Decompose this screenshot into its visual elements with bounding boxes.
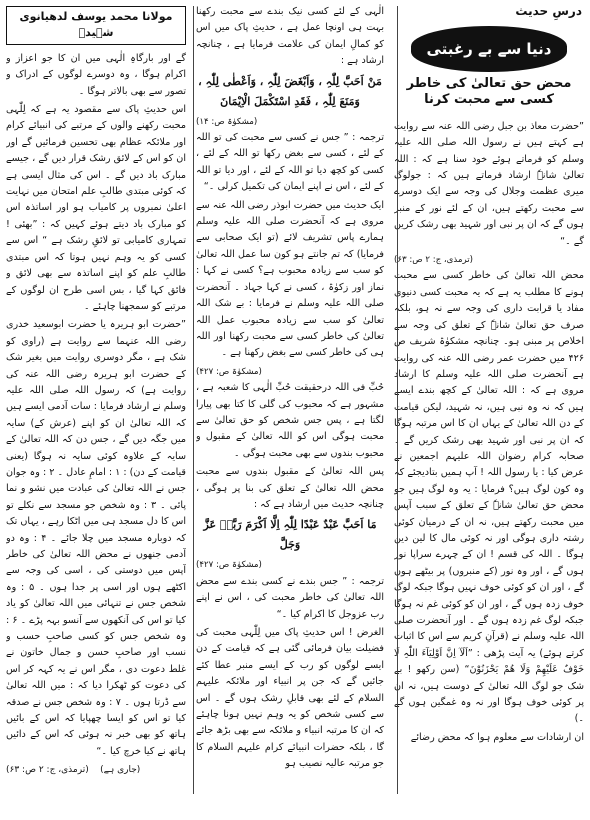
paragraph: ”حضرت معاذ بن جبل رضی اللہ عنہ سے روایت ہے کہتے ہیں نے رسول اللہ صلی اللہ علیہ وسلم کو فرماتے ہوئے خود سنا ہے کہ : اللہ تعالیٰ شانہٗ ارشاد فرماتے ہیں کہ : جولوگ میری عظمت وجلال کی وجہ سے ایک دوسرے سے محبت رکھتے ہیں، ان کے لئے نور کے منبر ہوں گے کہ ان پر نبی اور شہید بھی رشک کریں گے ۔“ (394, 120, 584, 247)
author-name-box: مولانا محمد یوسف لدھیانوی شہیدؒ (6, 6, 186, 45)
column-divider (193, 6, 194, 794)
middle-column (196, 4, 384, 804)
arabic-hadith-text: مَا اَحَبَّ عَبْدٌ عَبْدًا لِلّٰہِ اِلَّا اَکْرَمَ رَبَّہٗ عَزَّ وَجَلَّ (203, 518, 377, 552)
citation: (ترمذی، ج: ۲ ص: ۶۳) (394, 255, 473, 266)
paragraph: ترجمہ : ” جس بندے نے کسی بندے سے محض اللہ تعالیٰ کی خاطر محبت کی ، اس نے اپنے رب عزوجل کا اکرام کیا ۔“ (196, 575, 384, 620)
paragraph: الٰہی کے لئے کسی نیک بندے سے محبت رکھنا بہت ہی اونچا عمل ہے ، حدیثِ پاک میں اس کو کمالِ ایمان کی علامت فرمایا ہے ، چنانچہ ارشاد ہے : (196, 6, 384, 67)
paragraph: ایک حدیث میں حضرت ابوذر رضی اللہ عنہ سے مروی ہے کہ آنحضرت صلی اللہ علیہ وسلم ہمارے پاس تشریف لائے (تو ایک صحابی سے فرمایا) کہ تم جانتے ہو کون سا عمل اللہ تعالیٰ کو سب سے زیادہ محبوب ہے؟ کسی نے کہا : نماز اور زکوٰۃ ، کسی نے کہا جہاد ۔ آنحضرت صلی اللہ علیہ وسلم نے فرمایا : بے شک اللہ تعالیٰ کو سب سے زیادہ محبوب عمل اللہ تعالیٰ کی خاطر کسی سے محبت رکھنا اور اللہ ہی کی خاطر کسی سے بغض رکھنا ہے ۔ (196, 199, 384, 359)
article-title-banner (411, 26, 567, 72)
arabic-hadith-text: مَنْ اَحَبَّ لِلّٰہِ ، وَاَبْغَضَ لِلّٰہِ ، وَاَعْطٰی لِلّٰہِ ، وَمَنَعَ لِلّٰہِ ، فَقَدِ اسْتَکْمَلَ الْاِیْمَانَ (198, 74, 382, 108)
citation: (مشکوٰۃ ص: ۴۲۷) (196, 366, 262, 377)
section-label: درسِ حدیث (515, 4, 582, 18)
paragraph: ان ارشادات سے معلوم ہوا کہ محض رضائے (410, 731, 584, 743)
citation: (مشکوٰۃ ص: ۴۲۷) (196, 560, 262, 571)
paragraph: ترجمہ : ” جس نے کسی سے محبت کی تو اللہ کے لئے ، کسی سے بغض رکھا تو اللہ کے لئے ، کسی کو کچھ دیا تو اللہ کے لئے ، اور دیا تو اللہ کے لئے ، اس نے اپنے ایمان کی تکمیل کرلی ۔“ (196, 132, 384, 193)
paragraph: الغرض ! اس حدیثِ پاک میں لِلّٰہی محبت کی فضیلت بیان فرمائی گئی ہے کہ قیامت کے دن ایسے لوگوں کو رب کے ایسے منبر عطا کئے جائیں گے کہ جن پر انبیاء اور ملائکہ علیہم السلام کے لئے بھی قابلِ رشک ہوں گے ۔ اس سے کسی شخص کو یہ وہم نہیں ہونا چاہئے کہ ان کا مرتبہ انبیاء و ملائکہ سے بھی بڑھ جائے گا ، بلکہ حضرات انبیائے کرام علیہم السلام کا جو مرتبہ عالیہ نصیب ہو (196, 627, 384, 770)
article-subtitle: محض حق تعالیٰ کی خاطر کسی سے محبت کرنا (406, 76, 572, 108)
paragraph: اس حدیثِ پاک سے مقصود یہ ہے کہ لِلّٰہی محبت رکھنے والوں کے مرتبے کی انبیائے کرام اور ملائکہ عظام بھی تحسین فرمائیں گے اور ان کو اس کے لائق رشک قرار دیں گے ، جیسے مبارک باد دیں گے ۔ اس کی مثال ایسی ہے کہ کوئی مبتدی طالبِ علم امتحان میں نہایت اعلیٰ نمبروں پر کامیاب ہو اور اساتذہ اس کو مبارک باد دیتے ہوئے کہیں کہ : ”بھئی ! تمہاری کامیابی تو لائقِ رشک ہے “ اس سے کسی کو یہ وہم نہیں ہوتا کہ اس مبتدی طالبِ علم کو اپنے اساتذہ سے بھی لائق و فائق کہا گیا ، بس اسی طرح ان لوگوں کے مرتبے کو سمجھنا چاہئے ۔ (6, 104, 186, 312)
paragraph: گے اور بارگاہِ الٰہی میں ان کا جو اعزاز و اکرام ہوگا ، وہ دوسرے لوگوں کے ادراک و تصور سے بھی بالاتر ہوگا ۔ (6, 52, 186, 97)
left-column (6, 4, 186, 804)
article-title: دنیا سے بے رغبتی (426, 39, 552, 58)
paragraph: پس اللہ تعالیٰ کے مقبول بندوں سے محبت محض اللہ تعالیٰ کے تعلق کی بنا پر ہوگی ، چنانچہ حدیث میں ارشاد ہے کہ : (196, 466, 384, 510)
citation (6, 762, 186, 778)
paragraph: حُبِّ فی اللہ درحقیقت حُبِّ الٰہی کا شعبہ ہے ، مشہور ہے کہ محبوب کی گلی کا کتا بھی پیارا لگتا ہے ، پس جس شخص کو حق تعالیٰ سے محبت ہوگی اس کو اللہ تعالیٰ کے مقبول و محبوب بندوں سے بھی محبت ہوگی ۔ (196, 382, 384, 459)
paragraph: ”حضرت ابو ہریرہ یا حضرت ابوسعید خدری رضی اللہ عنہما سے روایت ہے (راوی کو شک ہے ، مگر دوسری روایت میں بغیر شک کے حضرت ابو ہریرہ رضی اللہ عنہ کی روایت ہے) کہ رسول اللہ صلی اللہ علیہ وسلم نے ارشاد فرمایا : سات آدمی ایسے ہیں کہ اللہ تعالیٰ ان کو اپنے (عرش کے) سایہ میں جگہ دیں گے ، جس دن کہ اللہ تعالیٰ کے سایہ کے علاوہ کوئی سایہ نہ ہوگا (یعنی قیامت کے دن) : ۱ : امامِ عادل ۔ ۲ : وہ جوان جس نے اللہ تعالیٰ کی عبادت میں نشو و نما پائی ۔ ۳ : وہ شخص جو مسجد سے نکلے تو اس کا دل مسجد ہی میں اٹکا رہے ، یہاں تک کہ دوبارہ مسجد میں چلا جائے ۔ ۴ : وہ دو آدمی جنھوں نے محض اللہ تعالیٰ کی خاطر آپس میں دوستی کی ، اسی کی وجہ سے اکٹھے ہوں اور اسی پر جدا ہوں ۔ ۵ : وہ شخص جس نے تنہائی میں اللہ تعالیٰ کو یاد کیا تو اس کی آنکھوں سے آنسو بہہ پڑے ۔ ۶ : وہ شخص جس کو کسی صاحبِ حسب و نسب اور صاحبِ حسن و جمال خاتون نے غلط دعوت دی ، مگر اس نے یہ کہہ کر اس کی دعوت کو ٹھکرا دیا کہ : میں اللہ تعالیٰ سے ڈرتا ہوں ۔ ۷ : وہ شخص جس نے صدقہ کیا تو اس کو ایسا چھپایا کہ اس کے بائیں ہاتھ کو بھی خبر نہ ہوئی کہ اس کے دائیں ہاتھ نے کیا خرچ کیا ۔“ (6, 319, 186, 757)
citation: (مشکوٰۃ ص: ۱۴) (196, 116, 258, 127)
continued-label: (جاری ہے) (100, 765, 141, 776)
paragraph: محض اللہ تعالیٰ کی خاطر کسی سے محبت ہونے کا مطلب یہ ہے کہ یہ محبت کسی دنیوی مفاد یا قرابت داری کی وجہ سے نہ ہو، بلکہ صرف حق تعالیٰ شانہٗ کے تعلق کی وجہ سے اخلاص پر مبنی ہو۔ چنانچہ مشکوٰۃ شریف ص ۴۲۶ میں حضرت عمر رضی اللہ عنہ کی روایت ہے آنحضرت صلی اللہ علیہ وسلم کا ارشاد مروی ہے کہ : اللہ تعالیٰ کے کچھ بندے ایسے ہیں کہ نہ وہ نبی ہیں، نہ شہید، لیکن قیامت کے دن اللہ تعالیٰ کے یہاں ان کا اس مرتبہ ہوگا کہ ان پر نبی اور شہید بھی رشک کریں گے ۔ صحابہ کرام رضوان اللہ علیہم اجمعین نے عرض کیا : یا رسول اللہ ! آپ ہمیں بتادیجئے کہ وہ کون لوگ ہیں؟ فرمایا : یہ وہ لوگ ہیں جو محض حق تعالیٰ شانہٗ کے تعلق کے سبب آپس میں محبت رکھتے ہیں، نہ ان کے درمیان کوئی رشتہ داری ہوگی اور نہ کوئی مال کا لین دین ہوگا ۔ اللہ کی قسم ! ان کے چہرے سراپا نور ہوں گے ، اور وہ نور (کے منبروں) پر بیٹھے ہوں گے ، اور ان کو کوئی خوف نہیں ہوگا جبکہ لوگ خوف زدہ ہوں گے ، اور ان کو کوئی غم نہ ہوگا جبکہ لوگ غم زدہ ہوں گے ۔ اور آنحضرت صلی اللہ علیہ وسلم نے (قرآنِ کریم سے اس کا اثبات کرتے ہوئے) یہ آیت پڑھی : ”اَلَآ اِنَّ اَوْلِیَآءَ اللّٰہِ لَا خَوْفٌ عَلَیْھِمْ وَلَا ھُمْ یَحْزَنُوْنَ“ (سن رکھو ! بے شک جو لوگ اللہ تعالیٰ کے دوست ہیں، نہ ان پر کوئی خوف ہوگا اور نہ وہ غمگین ہوں گے ۔) (394, 270, 584, 725)
right-column (394, 20, 584, 820)
citation-text: (ترمذی، ج: ۲ ص: ۶۳) (6, 765, 89, 776)
column-divider (397, 6, 398, 794)
